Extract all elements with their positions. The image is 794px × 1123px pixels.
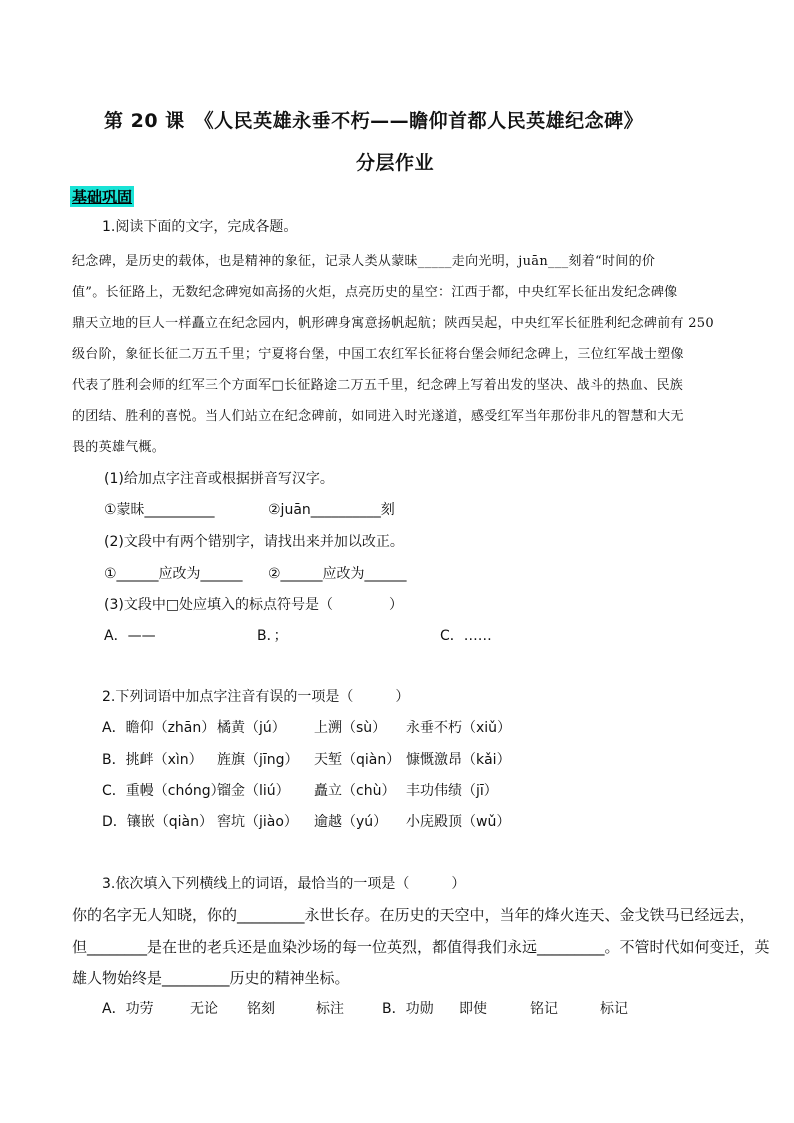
option-term: 标记	[600, 1001, 628, 1017]
option-row-b	[102, 749, 511, 769]
option-term: 铭记	[530, 1001, 558, 1017]
option-term: 慷慨激昂（kǎi）	[406, 752, 511, 768]
q3-text-line: 但________是在世的老兵还是血染沙场的每一位英烈，都值得我们永远_________。不管时代如何变迁，英	[72, 938, 770, 956]
option-term: C．重幔（chóng）	[102, 783, 225, 799]
option-term: D．镶嵌（qiàn）	[102, 814, 214, 830]
option-term: 橘黄（jú）	[217, 720, 286, 736]
option-term: 标注	[316, 1001, 344, 1017]
option-term: 旌旗（jīng）	[217, 752, 299, 768]
subquestion-1-blank-a: ①蒙昧__________	[104, 502, 215, 518]
passage-line: 畏的英雄气概。	[72, 440, 166, 455]
option-term: 镏金（liú）	[217, 783, 290, 799]
option-term: 永垂不朽（xiǔ）	[406, 720, 512, 736]
option-row-a	[102, 717, 511, 737]
passage-line: 级台阶，象征长征二万五千里；宁夏将台堡，中国工农红军长征将台堡会师纪念碑上，三位红军战士塑像	[72, 347, 684, 362]
option-b: B．；	[257, 628, 288, 644]
passage-line: 的团结、胜利的喜悦。当人们站立在纪念碑前，如同进入时光遂道，感受红军当年那份非凡的智慧和大无	[72, 409, 684, 424]
q3-options	[102, 998, 628, 1018]
question-2-stem: 2.下列词语中加点字注音有误的一项是（ ）	[102, 689, 410, 705]
option-term: 无论	[190, 1001, 218, 1017]
option-term: 矗立（chù）	[314, 783, 396, 799]
option-term: 逾越（yú）	[314, 814, 388, 830]
option-term: 铭刻	[247, 1001, 275, 1017]
passage-line: 纪念碑，是历史的载体，也是精神的象征，记录人类从蒙昧_____走向光明，juān___刻着“时间的价	[72, 254, 656, 269]
option-term: A．瞻仰（zhān）	[102, 720, 216, 736]
subquestion-3: (3)文段中□处应填入的标点符号是（ ）	[104, 597, 404, 613]
option-term: 窖坑（jiào）	[217, 814, 298, 830]
q3-text-line: 你的名字无人知晓，你的_________永世长存。在历史的天空中，当年的烽火连天、金戈铁马已经远去，	[72, 906, 755, 924]
option-term: 天堑（qiàn）	[314, 752, 401, 768]
question-3-stem: 3.依次填入下列横线上的词语，最恰当的一项是（ ）	[102, 876, 466, 892]
subquestion-2-blank-b: ②______应改为______	[268, 566, 407, 582]
q3-text-line: 雄人物始终是_________历史的精神坐标。	[72, 969, 350, 987]
subquestion-1: (1)给加点字注音或根据拼音写汉字。	[104, 471, 334, 487]
subquestion-2: (2)文段中有两个错别字，请找出来并加以改正。	[104, 534, 404, 550]
page-subtitle: 分层作业	[356, 152, 435, 174]
option-row-d	[102, 811, 510, 831]
passage-line: 鼎天立地的巨人一样矗立在纪念园内，帆形碑身寓意扬帆起航；陕西吴起，中央红军长征胜利纪念碑前有 250	[72, 316, 714, 331]
option-term: A．功劳	[102, 1001, 154, 1017]
passage-line: 代表了胜利会师的红军三个方面军□长征路途二万五千里，纪念碑上写着出发的坚决、战斗的热血、民族	[72, 378, 684, 393]
passage-line: 值”。长征路上，无数纪念碑宛如高扬的火炬，点亮历史的星空：江西于都，中央红军长征出发纪念碑像	[72, 285, 678, 300]
page-title: 第 20 课 《人民英雄永垂不朽——瞻仰首都人民英雄纪念碑》	[104, 110, 644, 132]
option-term: 小庑殿顶（wǔ）	[406, 814, 511, 830]
option-term: 上溯（sù）	[314, 720, 387, 736]
option-c: C．……	[440, 628, 492, 644]
subquestion-1-blank-b: ②juān__________刻	[268, 502, 395, 518]
option-term: B．功勋	[382, 1001, 434, 1017]
option-row-c	[102, 780, 498, 800]
subquestion-2-blank-a: ①______应改为______	[104, 566, 243, 582]
option-term: B．挑衅（xìn）	[102, 752, 203, 768]
option-a: A．——	[104, 628, 156, 644]
question-1-stem: 1.阅读下面的文字，完成各题。	[102, 219, 298, 235]
section-label: 基础巩固	[72, 188, 133, 206]
option-term: 丰功伟绩（jī）	[406, 783, 498, 799]
option-term: 即使	[459, 1001, 487, 1017]
